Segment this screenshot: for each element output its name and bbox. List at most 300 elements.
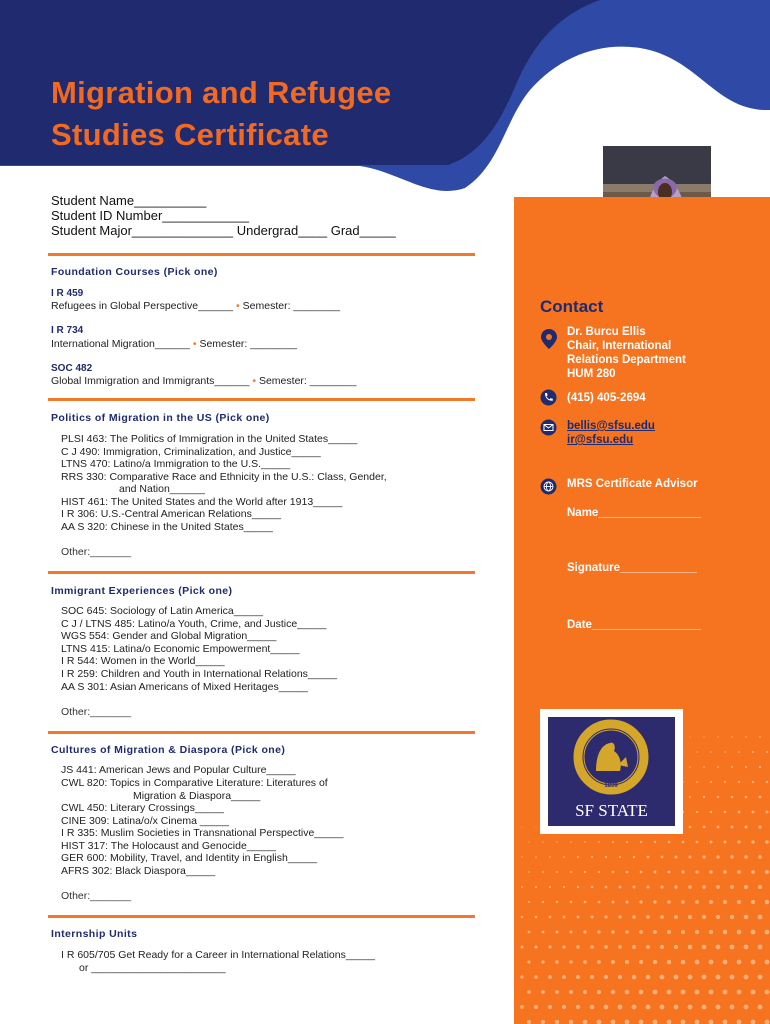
halftone-dot [632, 1005, 637, 1010]
contact-phone[interactable]: (415) 405-2694 [567, 392, 646, 404]
halftone-dot [639, 990, 644, 995]
semester-field[interactable]: Semester: ________ [258, 375, 357, 387]
halftone-dot [717, 796, 719, 798]
halftone-dot [626, 841, 628, 843]
course-option[interactable]: C J / LTNS 485: Latino/a Youth, Crime, and Justice_____ [61, 618, 327, 630]
halftone-dot [584, 871, 586, 873]
halftone-dot [542, 931, 545, 934]
halftone-dot [549, 886, 551, 888]
halftone-dot [766, 781, 769, 784]
halftone-dot [716, 885, 720, 889]
halftone-dot [702, 975, 707, 980]
halftone-dot [730, 975, 735, 980]
advisor-date-field[interactable]: Date_________________ [567, 619, 701, 631]
halftone-dot [730, 945, 735, 950]
halftone-dot [626, 871, 629, 874]
halftone-dot [660, 945, 664, 949]
halftone-dot [633, 856, 636, 859]
halftone-dot [625, 990, 630, 995]
halftone-dot [548, 945, 551, 948]
halftone-dot [640, 871, 643, 874]
location-pin-icon [540, 328, 558, 350]
halftone-dot [611, 930, 614, 933]
halftone-dot [632, 945, 636, 949]
other-field[interactable]: Other:_______ [61, 546, 132, 558]
halftone-dot [612, 841, 614, 843]
halftone-dot [751, 900, 755, 904]
halftone-dot [555, 960, 558, 963]
halftone-dot [612, 871, 614, 873]
halftone-dot [555, 990, 559, 994]
course-code: I R 459 [51, 288, 84, 299]
halftone-dot [717, 826, 720, 829]
halftone-dot [625, 930, 629, 934]
halftone-dot [709, 960, 714, 965]
halftone-dot [702, 1005, 707, 1010]
halftone-dot [646, 915, 650, 919]
halftone-dot [556, 901, 558, 903]
course-option-alternate[interactable]: or _______________________ [79, 962, 226, 974]
halftone-dot [716, 915, 720, 919]
halftone-dot [703, 796, 705, 798]
halftone-dot [702, 855, 705, 858]
email-link-ir[interactable]: ir@sfsu.edu [567, 434, 634, 446]
halftone-dot [605, 886, 608, 889]
halftone-dot [590, 975, 594, 979]
advisor-name-field[interactable]: Name________________ [567, 507, 701, 519]
halftone-dot [738, 751, 740, 753]
halftone-dot [618, 1005, 623, 1010]
halftone-dot [751, 1020, 756, 1024]
sf-state-wordmark: SF STATE [575, 801, 648, 820]
course-option[interactable]: I R 335: Muslim Societies in Transnational Perspective_____ [61, 827, 344, 839]
halftone-dot [675, 856, 678, 859]
halftone-dot [737, 870, 741, 874]
halftone-dot [752, 781, 754, 783]
halftone-dot [576, 1005, 580, 1009]
course-option[interactable]: RRS 330: Comparative Race and Ethnicity in the U.S.: Class, Gender, [61, 471, 387, 483]
halftone-dot [696, 811, 698, 813]
halftone-dot [744, 945, 749, 950]
halftone-dot [730, 855, 733, 858]
halftone-dot [688, 945, 692, 949]
halftone-dot [660, 1005, 665, 1010]
halftone-dot [563, 856, 565, 858]
halftone-dot [548, 975, 552, 979]
halftone-dot [611, 990, 615, 994]
course-option-continuation[interactable]: Migration & Diaspora_____ [133, 790, 261, 802]
title-line-1: Migration and Refugee [51, 75, 392, 110]
halftone-dot [695, 1020, 700, 1024]
halftone-dot [583, 960, 587, 964]
halftone-dot [765, 900, 769, 904]
halftone-dot [681, 990, 686, 995]
halftone-dot [688, 855, 691, 858]
halftone-dot [541, 990, 545, 994]
email-icon [540, 419, 557, 436]
foundation-course-line[interactable] [51, 375, 356, 387]
halftone-dot [703, 766, 705, 768]
halftone-dot [765, 1020, 770, 1024]
halftone-dot [765, 930, 770, 935]
halftone-dot [598, 841, 600, 843]
halftone-dot [752, 751, 754, 753]
halftone-dot [570, 871, 572, 873]
halftone-dot [535, 826, 536, 827]
halftone-dot [556, 841, 557, 842]
sf-state-logo-card [540, 709, 683, 834]
foundation-course-line[interactable] [51, 338, 297, 350]
halftone-dot [695, 870, 698, 873]
halftone-dot [653, 1020, 658, 1024]
halftone-dot [521, 886, 523, 888]
halftone-dot [633, 886, 636, 889]
course-option[interactable]: CWL 450: Literary Crossings_____ [61, 802, 225, 814]
advisor-signature-field[interactable]: Signature____________ [567, 562, 697, 574]
halftone-dot [521, 856, 522, 857]
halftone-dot [590, 945, 594, 949]
course-option[interactable]: I R 306: U.S.-Central American Relations_____ [61, 508, 282, 520]
halftone-dot [716, 945, 721, 950]
halftone-dot [738, 811, 741, 814]
halftone-dot [535, 856, 537, 858]
cultures-heading: Cultures of Migration & Diaspora (Pick one) [51, 744, 286, 756]
halftone-dot [744, 975, 749, 980]
halftone-dot [625, 1020, 630, 1024]
course-option[interactable]: LTNS 415: Latina/o Economic Empowerment_____ [61, 643, 300, 655]
contact-name-line: Dr. Burcu Ellis [567, 326, 646, 338]
course-option[interactable]: I R 259: Children and Youth in International Relations_____ [61, 668, 338, 680]
halftone-dot [723, 960, 728, 965]
halftone-dot [667, 960, 671, 964]
halftone-dot [618, 975, 622, 979]
halftone-dot [717, 766, 719, 768]
halftone-dot [744, 1005, 749, 1010]
halftone-dot [604, 915, 607, 918]
course-option[interactable]: JS 441: American Jews and Popular Culture_____ [61, 764, 296, 776]
course-option[interactable]: LTNS 470: Latino/a Immigration to the U.S._____ [61, 458, 291, 470]
halftone-dot [723, 990, 728, 995]
other-field[interactable]: Other:_______ [61, 706, 132, 718]
halftone-dot [646, 1005, 651, 1010]
halftone-dot [556, 931, 559, 934]
section-divider [48, 571, 475, 574]
halftone-dot [604, 1005, 609, 1010]
halftone-dot [660, 975, 665, 980]
student-name-field[interactable]: Student Name__________ [51, 193, 207, 208]
halftone-dot [717, 736, 718, 737]
foundation-heading: Foundation Courses (Pick one) [51, 266, 218, 278]
halftone-dot [702, 915, 706, 919]
halftone-dot [723, 840, 726, 843]
halftone-dot [534, 975, 537, 978]
halftone-dot [758, 825, 761, 828]
course-option[interactable]: PLSI 463: The Politics of Immigration in the United States_____ [61, 433, 358, 445]
halftone-dot [709, 930, 713, 934]
halftone-dot [541, 1020, 545, 1024]
contact-title-line: Chair, International [567, 340, 672, 352]
halftone-dot [667, 870, 670, 873]
course-option[interactable]: AA S 301: Asian Americans of Mixed Heritages_____ [61, 681, 308, 693]
halftone-dot [759, 736, 761, 738]
halftone-dot [688, 915, 692, 919]
halftone-dot [577, 886, 579, 888]
halftone-dot [597, 960, 601, 964]
sf-state-logo [548, 717, 675, 826]
halftone-dot [668, 841, 671, 844]
internship-heading: Internship Units [51, 928, 138, 940]
halftone-dot [667, 1020, 672, 1024]
halftone-dot [681, 900, 685, 904]
halftone-dot [653, 990, 658, 995]
halftone-dot [654, 871, 657, 874]
semester-field[interactable]: Semester: ________ [199, 338, 297, 350]
halftone-dot [654, 841, 656, 843]
halftone-dot [577, 916, 580, 919]
other-field[interactable]: Other:_______ [61, 890, 132, 902]
halftone-dot [731, 796, 733, 798]
halftone-dot [730, 915, 734, 919]
course-option[interactable]: CWL 820: Topics in Comparative Literature: Literatures of [61, 777, 328, 789]
halftone-dot [737, 960, 742, 965]
halftone-dot [759, 766, 761, 768]
course-option-continuation[interactable]: and Nation______ [119, 483, 205, 495]
halftone-dot [696, 751, 697, 752]
halftone-dot [731, 826, 734, 829]
halftone-dot [597, 930, 600, 933]
halftone-dot [689, 736, 690, 737]
halftone-dot [765, 960, 770, 965]
course-option[interactable]: SOC 645: Sociology of Latin America_____ [61, 605, 263, 617]
course-option[interactable]: HIST 461: The United States and the World after 1913_____ [61, 496, 343, 508]
halftone-dot [612, 901, 615, 904]
halftone-dot [744, 855, 748, 859]
halftone-dot [737, 930, 742, 935]
halftone-dot [674, 915, 678, 919]
halftone-dot [583, 930, 586, 933]
contact-office-line: HUM 280 [567, 368, 616, 380]
halftone-dot [724, 781, 726, 783]
section-divider [48, 398, 475, 401]
halftone-dot [632, 975, 636, 979]
halftone-dot [527, 1020, 531, 1024]
contact-heading: Contact [540, 297, 604, 316]
course-title: International Migration______ [51, 338, 190, 350]
halftone-dot [758, 975, 763, 980]
course-option[interactable]: CINE 309: Latina/o/x Cinema _____ [61, 815, 230, 827]
halftone-dot [653, 960, 657, 964]
halftone-dot [738, 781, 740, 783]
halftone-dot [527, 960, 530, 963]
halftone-dot [521, 916, 523, 918]
halftone-dot [695, 960, 700, 965]
halftone-dot [598, 901, 601, 904]
halftone-dot [765, 870, 769, 874]
halftone-dot [709, 900, 713, 904]
halftone-dot [576, 975, 580, 979]
halftone-dot [583, 1020, 588, 1024]
halftone-dot [535, 916, 538, 919]
course-option[interactable]: HIST 317: The Holocaust and Genocide_____ [61, 840, 277, 852]
halftone-dot [646, 885, 649, 888]
halftone-dot [723, 870, 727, 874]
halftone-dot [744, 825, 747, 828]
email-link-bellis[interactable]: bellis@sfsu.edu [567, 420, 655, 432]
halftone-dot [576, 945, 579, 948]
halftone-dot [681, 1020, 686, 1024]
phone-icon [540, 389, 557, 406]
halftone-dot [751, 930, 756, 935]
halftone-dot [703, 736, 704, 737]
halftone-dot [605, 856, 607, 858]
halftone-dot [520, 975, 523, 978]
semester-field[interactable]: Semester: ________ [242, 300, 341, 312]
halftone-dot [731, 766, 733, 768]
halftone-dot [688, 885, 692, 889]
halftone-dot [535, 886, 537, 888]
halftone-dot [549, 856, 551, 858]
halftone-dot [724, 751, 726, 753]
halftone-dot [745, 736, 747, 738]
course-option[interactable]: GER 600: Mobility, Travel, and Identity in English_____ [61, 852, 318, 864]
halftone-dot [689, 826, 692, 829]
halftone-dot [653, 900, 656, 903]
halftone-dot [758, 885, 762, 889]
halftone-dot [689, 766, 691, 768]
student-id-field[interactable]: Student ID Number____________ [51, 208, 250, 223]
halftone-dot [688, 1005, 693, 1010]
contact-panel [514, 197, 770, 1024]
halftone-dot [569, 1020, 573, 1024]
seal-year: 1899 [604, 783, 618, 789]
halftone-dot [590, 1005, 595, 1010]
halftone-dot [619, 856, 621, 858]
halftone-dot [604, 975, 608, 979]
halftone-dot [759, 796, 762, 799]
halftone-dot [542, 841, 543, 842]
halftone-dot [758, 1005, 763, 1010]
halftone-dot [716, 1005, 721, 1010]
halftone-dot [696, 841, 699, 844]
student-major-field[interactable]: Student Major______________ Undergrad____ Grad_____ [51, 223, 396, 238]
halftone-dot [646, 945, 650, 949]
immigrant-heading: Immigrant Experiences (Pick one) [51, 585, 233, 597]
halftone-dot [646, 975, 651, 980]
halftone-dot [758, 945, 763, 950]
halftone-dot [709, 1020, 714, 1024]
halftone-dot [751, 990, 756, 995]
halftone-dot [618, 945, 622, 949]
halftone-dot [716, 975, 721, 980]
halftone-dot [751, 960, 756, 965]
halftone-dot [520, 1005, 524, 1009]
bullet-icon: • [236, 300, 240, 312]
halftone-dot [534, 945, 537, 948]
foundation-course-line[interactable] [51, 300, 340, 312]
halftone-dot [548, 1005, 552, 1009]
globe-icon [540, 478, 557, 495]
course-option[interactable]: I R 605/705 Get Ready for a Career in International Relations_____ [61, 949, 376, 961]
halftone-dot [730, 885, 734, 889]
halftone-dot [758, 855, 762, 859]
halftone-dot [696, 781, 698, 783]
halftone-dot [667, 990, 672, 995]
halftone-dot [751, 840, 754, 843]
halftone-dot [681, 960, 686, 965]
course-title: Refugees in Global Perspective______ [51, 300, 234, 312]
course-title: Global Immigration and Immigrants______ [51, 375, 250, 387]
halftone-dot [639, 1020, 644, 1024]
halftone-dot [745, 766, 747, 768]
course-option[interactable]: AFRS 302: Black Diaspora_____ [61, 865, 216, 877]
halftone-dot [737, 900, 741, 904]
halftone-dot [674, 975, 679, 980]
course-code: SOC 482 [51, 363, 93, 374]
halftone-dot [710, 781, 712, 783]
halftone-dot [667, 900, 670, 903]
halftone-dot [549, 916, 552, 919]
halftone-dot [597, 990, 601, 994]
halftone-dot [584, 901, 587, 904]
halftone-dot [674, 885, 677, 888]
halftone-dot [737, 990, 742, 995]
halftone-dot [640, 841, 642, 843]
halftone-dot [562, 1005, 566, 1009]
halftone-dot [542, 871, 544, 873]
halftone-dot [674, 945, 678, 949]
halftone-dot [604, 945, 608, 949]
halftone-dot [541, 960, 544, 963]
halftone-dot [688, 975, 693, 980]
halftone-dot [639, 960, 643, 964]
halftone-dot [674, 1005, 679, 1010]
halftone-dot [758, 915, 763, 920]
halftone-dot [527, 990, 531, 994]
halftone-dot [619, 886, 622, 889]
halftone-dot [563, 916, 566, 919]
halftone-dot [569, 930, 572, 933]
course-option[interactable]: C J 490: Immigration, Criminalization, and Justice_____ [61, 446, 321, 458]
course-option[interactable]: WGS 554: Gender and Global Migration_____ [61, 630, 277, 642]
section-divider [48, 915, 475, 918]
halftone-dot [590, 915, 593, 918]
halftone-dot [562, 975, 566, 979]
halftone-dot [737, 840, 740, 843]
halftone-dot [577, 856, 579, 858]
halftone-dot [766, 751, 768, 753]
halftone-dot [570, 841, 572, 843]
course-option[interactable]: AA S 320: Chinese in the United States_____ [61, 521, 273, 533]
halftone-dot [570, 901, 573, 904]
halftone-dot [695, 900, 699, 904]
course-option[interactable]: I R 544: Women in the World_____ [61, 655, 225, 667]
halftone-dot [556, 871, 558, 873]
halftone-dot [765, 840, 768, 843]
halftone-dot [625, 960, 629, 964]
halftone-dot [647, 856, 650, 859]
bullet-icon: • [192, 338, 197, 350]
halftone-dot [716, 855, 719, 858]
halftone-dot [562, 945, 565, 948]
halftone-dot [702, 885, 706, 889]
halftone-dot [723, 1020, 728, 1024]
halftone-dot [661, 856, 664, 859]
halftone-dot [584, 841, 586, 843]
halftone-dot [639, 900, 642, 903]
halftone-dot [597, 1020, 602, 1024]
section-divider [48, 731, 475, 734]
halftone-dot [660, 885, 663, 888]
